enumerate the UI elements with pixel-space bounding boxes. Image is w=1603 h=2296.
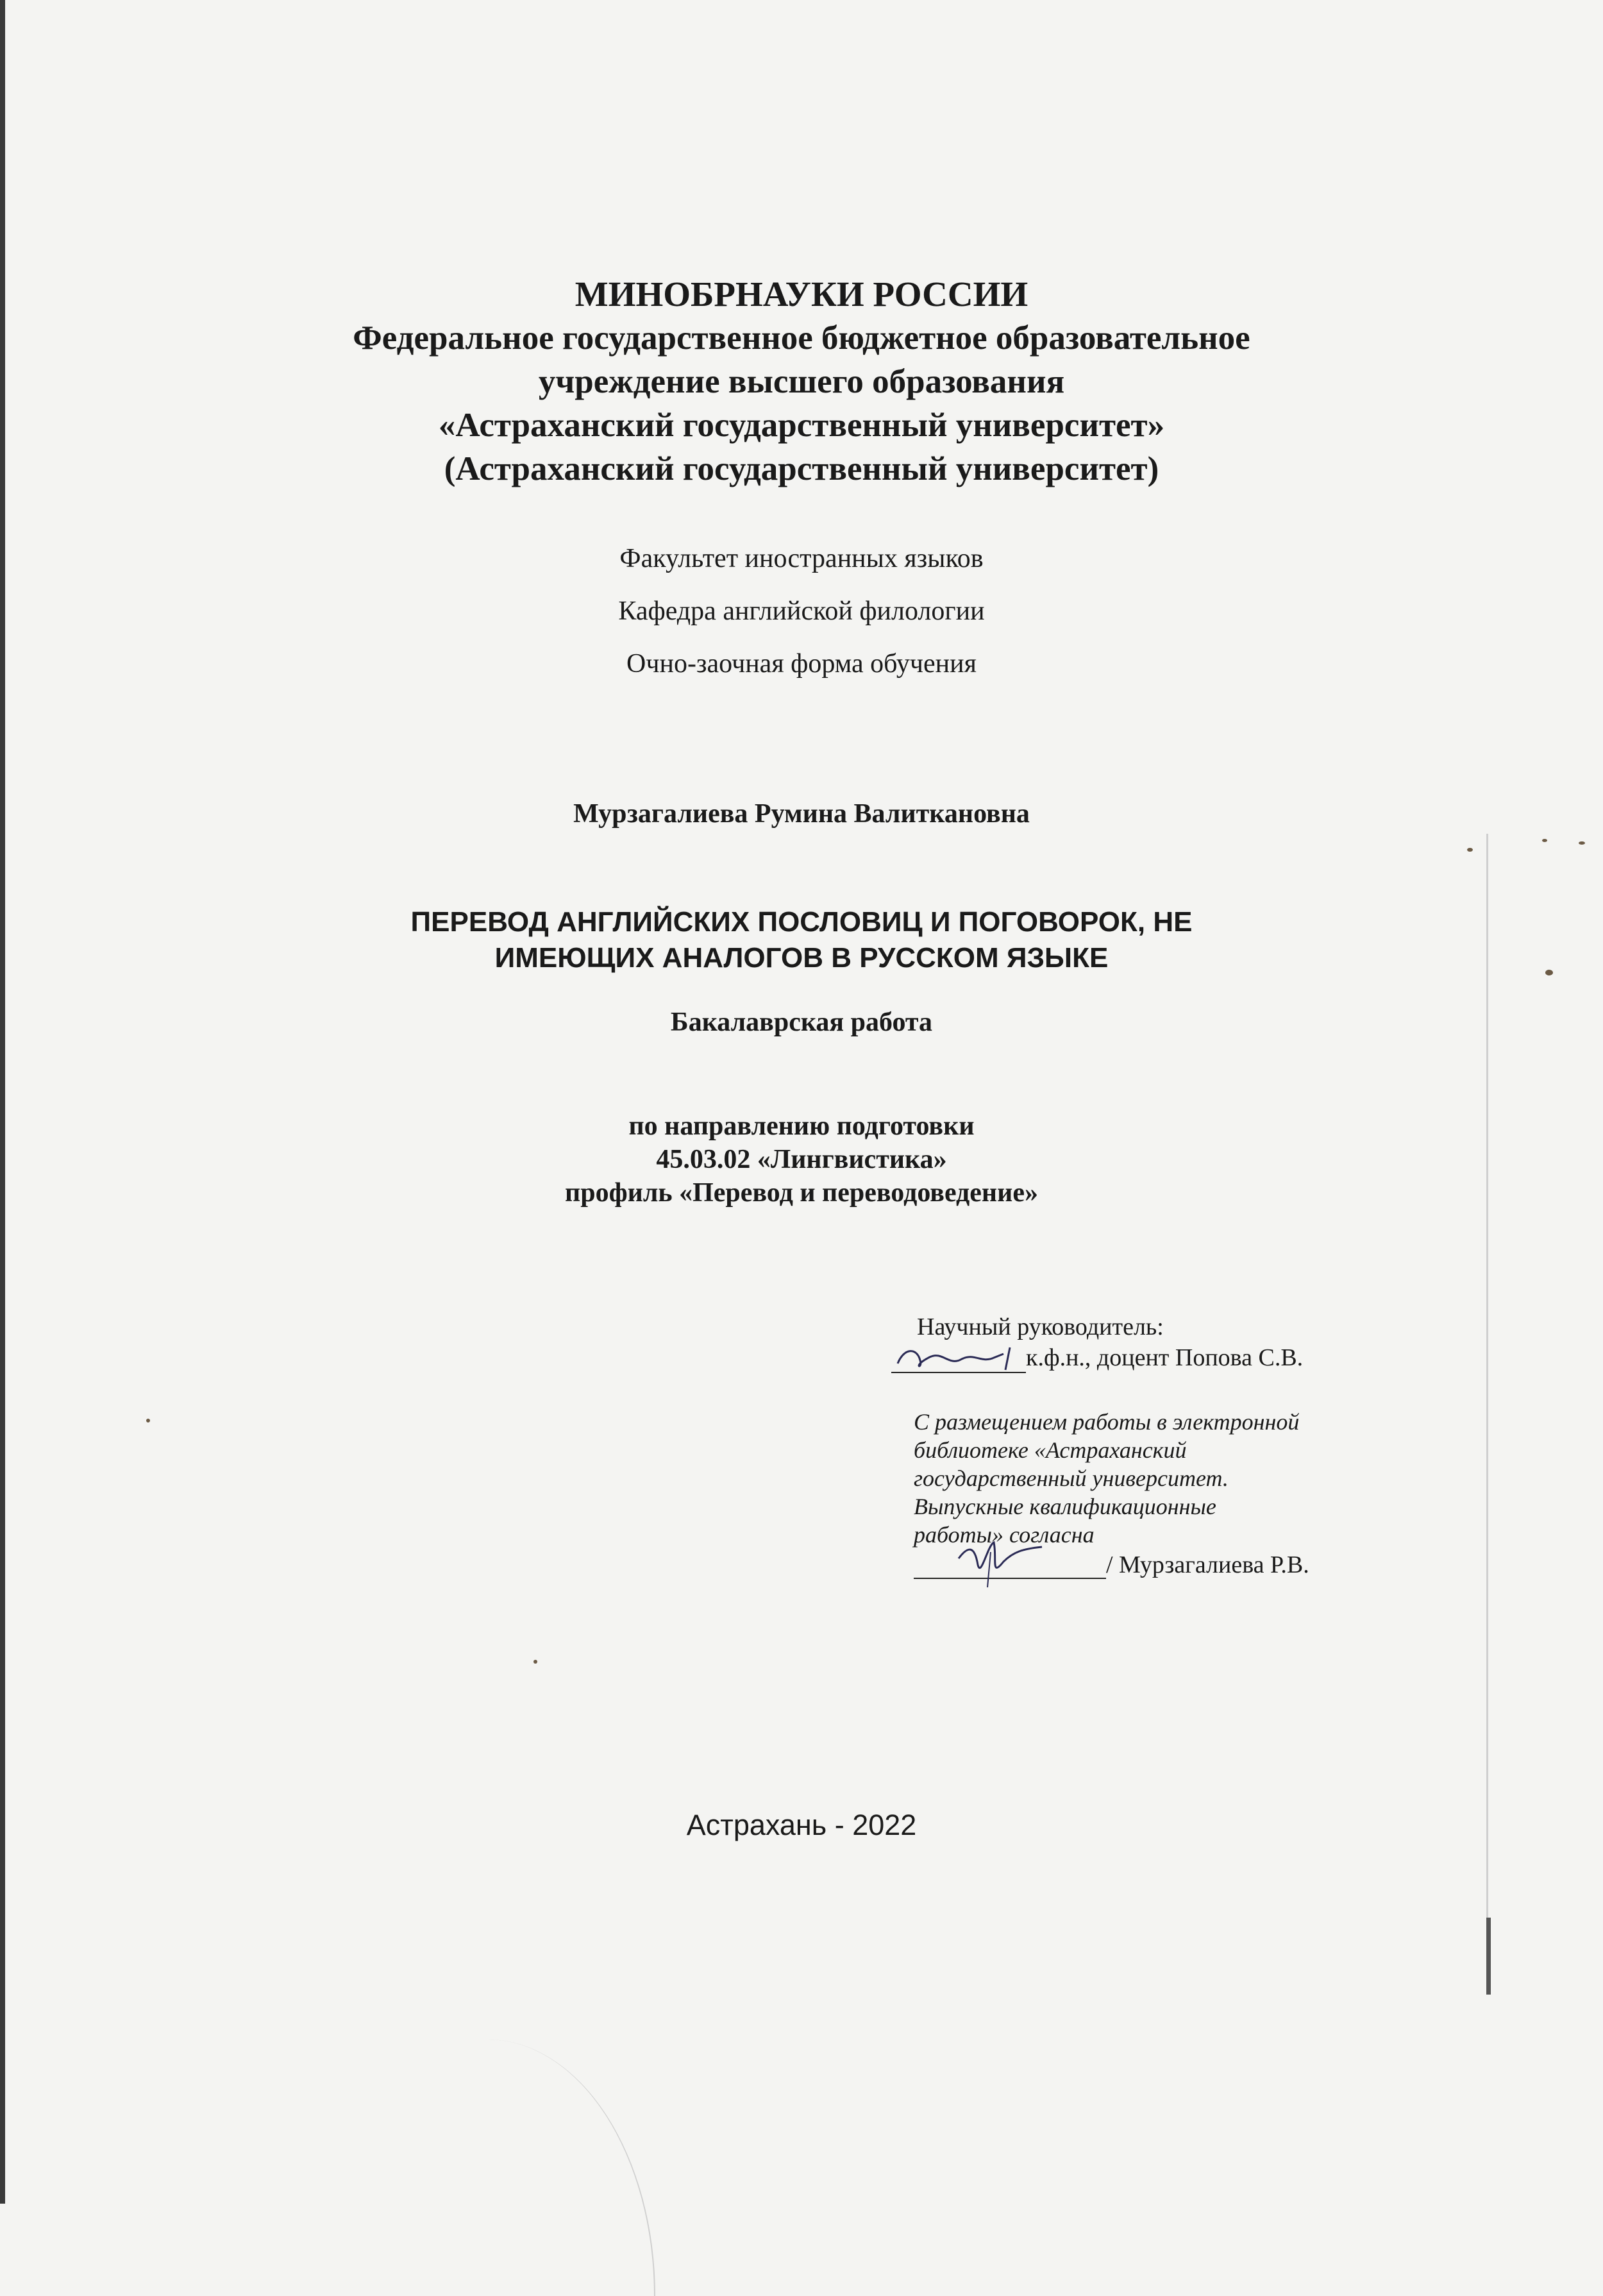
supervisor-name: к.ф.н., доцент Попова С.В. <box>1026 1344 1304 1371</box>
direction-profile: профиль «Перевод и переводоведение» <box>565 1178 1038 1208</box>
university-name: «Астраханский государственный университет» <box>438 407 1165 444</box>
city-year: Астрахань - 2022 <box>686 1809 917 1841</box>
faculty-name: Факультет иностранных языков <box>619 544 984 573</box>
thesis-title <box>0 904 1603 976</box>
consent-line: библиотеке «Астраханский <box>914 1437 1187 1463</box>
consent-line: Выпускные квалификационные <box>914 1494 1216 1519</box>
direction-code: 45.03.02 «Лингвистика» <box>656 1145 947 1174</box>
author-signature <box>914 1546 1106 1579</box>
direction-label: по направлению подготовки <box>628 1111 975 1141</box>
faculty-info <box>0 532 1603 690</box>
institution-type-line2: учреждение высшего образования <box>538 363 1065 400</box>
ministry-name: МИНОБРНАУКИ РОССИИ <box>575 274 1028 314</box>
supervisor-block <box>917 1312 1303 1373</box>
author-name: Мурзагалиева Румина Валиткановна <box>573 799 1030 829</box>
study-direction <box>0 1110 1603 1210</box>
consent-line: государственный университет. <box>914 1465 1229 1491</box>
thesis-title-line2: ИМЕЮЩИХ АНАЛОГОВ В РУССКОМ ЯЗЫКЕ <box>494 942 1109 974</box>
scan-fold-line <box>487 2039 655 2296</box>
department-name: Кафедра английской филологии <box>618 596 985 626</box>
scan-speck <box>1542 839 1547 842</box>
supervisor-label: Научный руководитель: <box>917 1313 1164 1340</box>
scan-speck <box>1467 848 1473 852</box>
work-type: Бакалаврская работа <box>670 1008 933 1037</box>
consent-line: С размещением работы в электронной <box>914 1409 1300 1435</box>
scan-speck <box>1579 841 1585 845</box>
study-form: Очно-заочная форма обучения <box>626 649 977 679</box>
university-short-name: (Астраханский государственный университет) <box>444 450 1159 487</box>
library-consent <box>914 1408 1375 1549</box>
supervisor-signature <box>891 1346 1026 1373</box>
consent-line: работы» согласна <box>914 1522 1095 1548</box>
thesis-title-line1: ПЕРЕВОД АНГЛИЙСКИХ ПОСЛОВИЦ И ПОГОВОРОК, НЕ <box>410 906 1193 938</box>
scan-edge-mark <box>1486 1918 1491 1995</box>
scan-speck <box>146 1419 150 1422</box>
institution-header <box>0 273 1603 491</box>
author-signature-name: / Мурзагалиева Р.В. <box>1106 1551 1309 1578</box>
author-signature-row <box>914 1546 1309 1579</box>
scan-speck <box>533 1660 537 1664</box>
institution-type-line1: Федеральное государственное бюджетное образовательное <box>353 319 1250 357</box>
